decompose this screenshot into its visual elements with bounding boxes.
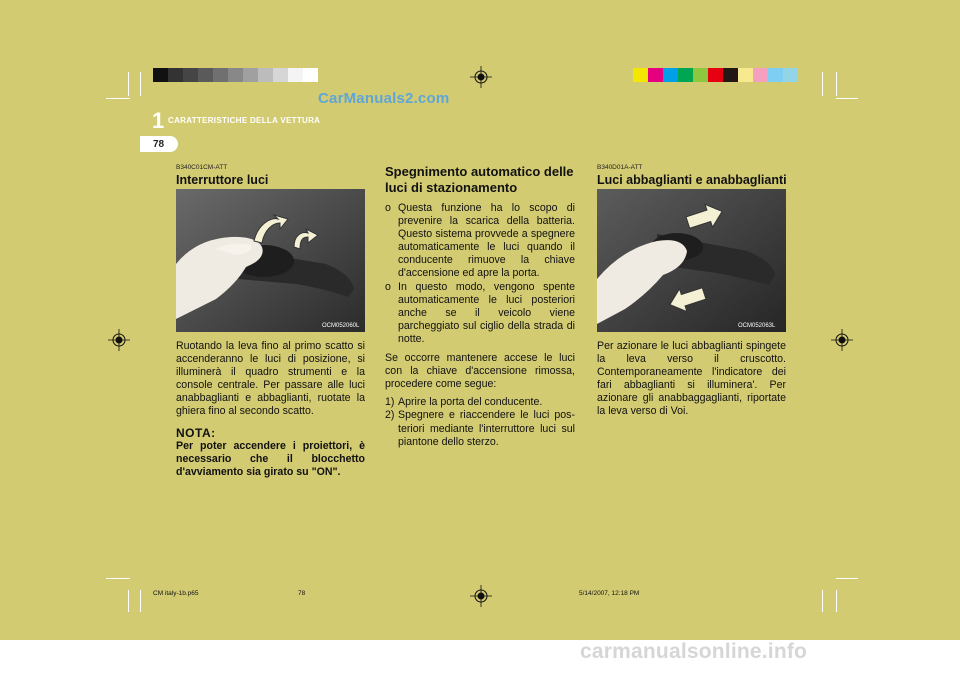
chapter-number: 1 (152, 108, 165, 133)
grayscale-swatch (213, 68, 228, 82)
grayscale-swatch (183, 68, 198, 82)
watermark-top[interactable]: CarManuals2.com (318, 90, 450, 107)
page-number: 78 (153, 139, 165, 150)
color-swatch (768, 68, 783, 82)
footer-timestamp: 5/14/2007, 12:18 PM (579, 590, 640, 597)
section-heading: Interruttore luci (176, 173, 269, 187)
headlight-lever-photo (597, 189, 786, 332)
image-code: OCM052063L (738, 323, 776, 329)
section-heading: Spegnimento automatico delle luci di stazionamento (385, 164, 574, 195)
color-swatch (723, 68, 738, 82)
registration-mark-icon (831, 329, 853, 351)
note-heading: NOTA: (176, 426, 216, 440)
color-swatch (663, 68, 678, 82)
grayscale-swatch (168, 68, 183, 82)
grayscale-swatch (198, 68, 213, 82)
list-item: o Questa funzione ha lo scopo di prevenire la scarica della batteria. Questo sistema provvede a spegnere automaticamente le luci quando il conducente rimuove la chiave d'accensione ed apre la porta. (385, 202, 575, 280)
grayscale-swatch (243, 68, 258, 82)
color-swatch (693, 68, 708, 82)
color-swatch (783, 68, 798, 82)
grayscale-swatch (228, 68, 243, 82)
registration-mark-icon (470, 66, 492, 88)
grayscale-calibration-bar (153, 68, 318, 82)
middle-column (385, 164, 575, 449)
chapter-title: CARATTERISTICHE DELLA VETTURA (168, 116, 321, 125)
left-section-header (176, 164, 366, 187)
image-code: OCM052060L (322, 323, 360, 329)
section-heading: Luci abbaglianti e anabbaglianti (597, 173, 787, 187)
registration-mark-icon (108, 329, 130, 351)
light-switch-photo (176, 189, 365, 332)
watermark-bottom[interactable]: carmanualsonline.info (580, 640, 808, 663)
grayscale-swatch (303, 68, 318, 82)
grayscale-swatch (258, 68, 273, 82)
color-calibration-bar (633, 68, 798, 82)
color-swatch (738, 68, 753, 82)
list-item: o In questo modo, vengono spente automaticamente le luci posteriori anche se il veicolo viene parcheggiato sul ciglio della strada di notte. (385, 280, 575, 345)
bottom-margin (0, 640, 960, 678)
color-swatch (648, 68, 663, 82)
list-item: 2) Spegnere e riaccendere le luci pos- teriori mediante l'interruttore luci sul piantone dello sterzo. (385, 409, 575, 448)
grayscale-swatch (153, 68, 168, 82)
color-swatch (678, 68, 693, 82)
right-body-text: Per azionare le luci abbaglianti spingete la leva verso il cruscotto. Contemporaneamente l'indicatore dei fari abbaglianti si illuminera'. Per azionare gli anabbaggaglianti, riportate la leva verso di Voi. (597, 340, 786, 418)
registration-mark-icon (470, 585, 492, 607)
color-swatch (633, 68, 648, 82)
paragraph: Se occorre mantenere accese le luci con la chiave d'accensione rimossa, procedere come segue: (385, 352, 575, 391)
note-text: Per poter accendere i proiettori, è necessario che il blocchetto d'avviamento sia girato su "ON". (176, 440, 365, 479)
footer-page: 78 (298, 590, 306, 597)
footer-file: CM italy-1b.p65 (153, 590, 199, 597)
section-code: B340D01A-ATT (597, 164, 643, 171)
color-swatch (708, 68, 723, 82)
right-section-header (597, 164, 787, 187)
grayscale-swatch (288, 68, 303, 82)
left-body-text: Ruotando la leva fino al primo scatto si accenderanno le luci di posizione, si illuminerà il quadro strumenti e la console centrale. Per passare alle luci anabbaglianti e abbaglianti, ruotate la ghiera fino al secondo scatto. (176, 340, 365, 418)
section-code: B340C01CM-ATT (176, 164, 228, 171)
color-swatch (753, 68, 768, 82)
grayscale-swatch (273, 68, 288, 82)
list-item: 1) Aprire la porta del conducente. (385, 396, 543, 409)
